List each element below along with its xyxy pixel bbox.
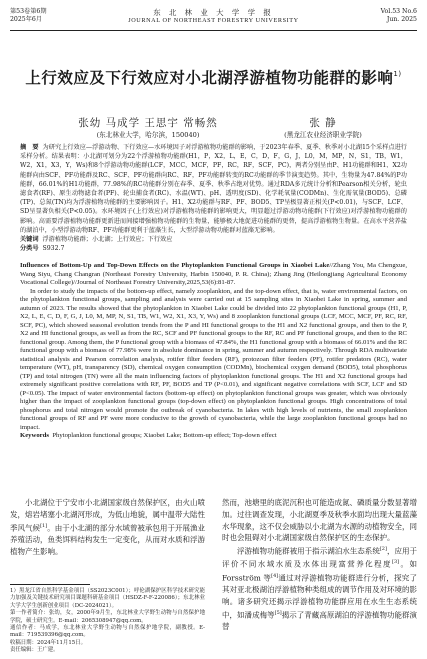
citation: [5] bbox=[274, 609, 282, 616]
body-column-left bbox=[10, 497, 205, 557]
body-text: 通过对浮游植物功能群进行分析，探究了其对亚北极湖泊浮游植物种类组成的调节作用及对环境的影响。诸多研究还揭示浮游植物功能群应用在水生生态系统中，如潘成梅等 bbox=[222, 573, 418, 620]
body-text: 。由于小北湖的部分水域曾被承包用于开展渔业养殖活动，鱼类饵料结构发生一定变化，从而对水质和浮游植物产生影响。 bbox=[10, 523, 206, 556]
body-text: 。如 Forsström 等 bbox=[222, 559, 418, 583]
journal-name-en: JOURNAL OF NORTHEAST FORESTRY UNIVERSITY bbox=[128, 17, 299, 24]
keywords-cn-text: 浮游植物功能群；小北湖；上行效应；下行效应 bbox=[42, 236, 173, 244]
footnote-corresponding-author: 通信作者：马成学，东北林业大学野生动物与自然保护地学院，副教授。E-mail：719539396@qq.com。 bbox=[10, 625, 205, 639]
authors-affiliation: (东北林业大学，哈尔滨，150040) bbox=[96, 131, 200, 139]
abstract-label: 摘 要 bbox=[20, 144, 39, 151]
authors-names: 张幼 马成学 王思宇 常畅然 bbox=[78, 117, 218, 129]
abstract-cn-text: 为研究上行效应—浮游动物、下行效应—水环境因子对浮游植物功能群的影响，于2023年春季、夏季、秋季对小北湖15个采样点进行采样分析。结果表明：小北湖可划分为22个浮游植物功能群(H1，P，X2，L，E，C，D，F，G，J，L0，M，MP，N，S1，TB，W1，W2，X1，X3，Y，Ws)和8个浮游动物功能群(LCF，MCC，MCF，PF，RC，RF，SCF，PC)，两者分别呈由P、H1功能群和H1、X2功能群向由SCF、PF功能群及RC、SCF、PF功能群向RC、RF，PF功能群转变的RC功能群的季节演变趋势。其中，生物量为47.84%的P功能群，66.01%的H1功能群，77.98%的RC功能群分别在春季、夏季、秋季占绝对优势。通过RDA多元统计分析和Pearson相关分析，轮虫滤食者(RF)、原生动物滤食者(PF)、轮虫捕食者(RC)、水温(WT)、pH、透明度(SD)、化学耗氧量(CODMn)、生化需氧量(BOD5)、总磷(TP)、总氮(TN)均为浮游植物功能群的主要影响因子。H1、X2功能群与RF、PF、BOD5、TP呈极显著正相关(P<0.01)，与SCF、LCF、SD呈显著负相关(P<0.05)。水环境因子(上行效应)对浮游植物功能群的影响更大，明显超过浮游动物功能群(下行效应)对浮游植物功能群的影响。高需要浮游植物功能群更新进而间接增强植物功能群的生物量，能够极大地促进功能群的更替，提高浮游植物生物量。在高水平营养盐的湖泊中，小型浮游动物RF、PF功能群更利于蓝藻生长，大型浮游动物功能群对蓝藻无影响。 bbox=[20, 144, 407, 234]
footnote-editor: 责任编辑：王广建。 bbox=[10, 647, 59, 654]
body-column-right bbox=[222, 497, 417, 633]
clc-label: 分类号 bbox=[20, 245, 39, 253]
body-paragraph: 然而，池塘里的底泥沉积也可能造成氮、磷质量分数显著增加。过往调查发现，小北湖夏季及秋季水面均出现大量蓝藻水华现象，这不仅会威胁以小北湖为水源的动植物安全，同时也会阻碍对小北湖国家级自然保护区的生态保护。 bbox=[222, 498, 417, 543]
abstract-en-body: In order to study the impacts of the bottom-up effect, namely zooplankton, and the top-down effect, that is, water environmental factors, on the phytoplankton functional groups, sampling and analysis were carried out at 15 sampling sites in Xiaobei Lake in spring, summer and autumn of 2023. The results showed that the phytoplankton in Xiaobei Lake could be divided into 22 phytoplankton functional groups (H1, P, X2, L, E, C, D, F, G, J, L0, M, MP, N, S1, TB, W1, W2, X1, X3, Y, Ws) and 8 zooplankton functional groups (LCF, MCC, MCF, PF, RC, RF, SCF, PC), which showed seasonal evolution trends from the P and HI functional groups to the H1 and X2 functional groups, and then to the P, X2 and HI functional groups, as well as from the RC, SCF and PF functional groups to the RF, RC and PF functional groups, and then to the RC functional group. Among them, the P functional group with a biomass of 47.84%, the H1 functional group with a biomass of 66.01% and the RC functional group with a biomass of 77.98% were in absolute dominance in spring, summer and autumn respectively. Through RDA multivariate statistical analysis and Pearson correlation analysis, rotifer filter feeders (RF), protozoan filter feeders (PF), rotifer predators (RC), water temperature (WT), pH, transparency (SD), chemical oxygen consumption (CODMn), biochemical oxygen demand (BOD5), total phosphorus (TP) and total nitrogen (TN) were all the main influencing factors of phytoplankton functional groups. The H1 and X2 functional groups had extremely significant positive correlations with RF, PF, BOD5 and TP (P<0.01), and significant negative correlations with SCF, LCF and SD (P<0.05). The impact of water environmental factors (bottom-up effect) on phytoplankton functional groups was greater, which was obviously higher than the impact of zooplankton functional groups (top-down effect) on phytoplankton functional groups. High concentrations of total phosphorus and total nitrogen would promote the outbreak of cyanobacteria. In lakes with high levels of nutrients, the small zooplankton functional groups of RF and PF were more conducive to the growth of cyanobacteria, while the large zooplankton functional groups had no impact. bbox=[20, 287, 408, 431]
footnote-funding: 1）黑龙江省自然科学基金项目（SS2023C001）；呼伦湖保护区科学技术研究能力加强及关键技术研究项目课题科研基金项目（HSDZ-F-F-220086）；东北林业大学大学生创新创业项目（DC-2024021）。 bbox=[10, 588, 205, 609]
issue-date: 2025年6月 bbox=[10, 16, 43, 23]
keywords-en bbox=[20, 432, 407, 441]
body-text: 小北湖位于宁安市小北湖国家级自然保护区，由火山喷发，熔岩堵塞小北湖河形成，为低山地貌，属中温带大陆性季风气候 bbox=[10, 498, 205, 533]
abstract-en-paragraph bbox=[20, 262, 407, 288]
second-author-name: 张 静 bbox=[309, 117, 337, 129]
keywords-en-text: Phytoplankton functional groups; Xiaobei Lake; Bottom-up effect; Top-down effect bbox=[52, 432, 277, 439]
body-text: ，应用于评价不同水域水质及水体出现富营养化程度 bbox=[222, 546, 418, 569]
article-title bbox=[0, 66, 427, 88]
footnote-first-author: 第一作者简介：张幼，女，2000年9月生，东北林业大学野生动物与自然保护地学院，硕士研究生。E-mail：2065308947@qq.com。 bbox=[10, 610, 205, 624]
body-paragraph bbox=[222, 544, 417, 633]
body-paragraph bbox=[10, 497, 205, 557]
citation: [3] bbox=[392, 559, 400, 566]
footnote-rule bbox=[10, 584, 90, 585]
citation: [1] bbox=[40, 522, 48, 529]
body-text: 揭示了青藏高原湖泊的浮游植物功能群演替 bbox=[222, 610, 418, 631]
article-title-text: 上行效应及下行效应对小北湖浮游植物功能群的影响 bbox=[25, 69, 394, 87]
keywords-cn bbox=[20, 235, 407, 244]
volume-issue: 第53卷第6期 bbox=[10, 8, 47, 15]
keywords-en-label: Keywords bbox=[20, 432, 49, 439]
header-right bbox=[381, 8, 417, 24]
keywords-label: 关键词 bbox=[20, 236, 39, 244]
journal-name-cn: 东 北 林 业 大 学 学 报 bbox=[153, 8, 274, 17]
abstract-en-title-sep: // bbox=[329, 262, 334, 269]
abstract-en bbox=[20, 262, 407, 441]
running-header bbox=[10, 8, 417, 30]
issue-date-en: Jun. 2025 bbox=[386, 16, 417, 23]
abstract-cn-paragraph bbox=[20, 143, 407, 235]
clc-number bbox=[20, 244, 407, 253]
abstract-en-byline: Zhang You, Ma Chengxue, Wang Siyu, Chang Changran (Northeast Forestry University, Harbin 150040, P. R. China); Zhang Jing (Heilongjiang Agricultural Economy Vocational College)//Journal of Northeast Forestry University,2025,53(6):81-87. bbox=[20, 262, 407, 286]
abstract-cn bbox=[20, 143, 407, 253]
footnotes bbox=[10, 588, 205, 655]
header-center bbox=[10, 8, 417, 25]
clc-text: S932.7 bbox=[42, 245, 65, 253]
second-author-affiliation: (黑龙江农业经济职业学院) bbox=[284, 131, 362, 139]
header-rule bbox=[10, 30, 417, 31]
authors-block bbox=[68, 116, 228, 141]
title-footnote-mark: 1) bbox=[393, 70, 402, 78]
footnote-received-date: 收稿日期：2024年11月15日。 bbox=[10, 639, 86, 646]
second-author-block bbox=[278, 116, 368, 141]
citation: [2] bbox=[379, 546, 387, 553]
citation: [4] bbox=[271, 572, 279, 579]
body-text: 浮游植物功能群被用于指示湖泊水生态系统 bbox=[237, 546, 380, 556]
abstract-en-title: Influences of Bottom-Up and Top-Down Effects on the Phytoplankton Functional Groups in Xiaobei Lake bbox=[20, 262, 330, 269]
volume-issue-en: Vol.53 No.6 bbox=[380, 8, 417, 15]
